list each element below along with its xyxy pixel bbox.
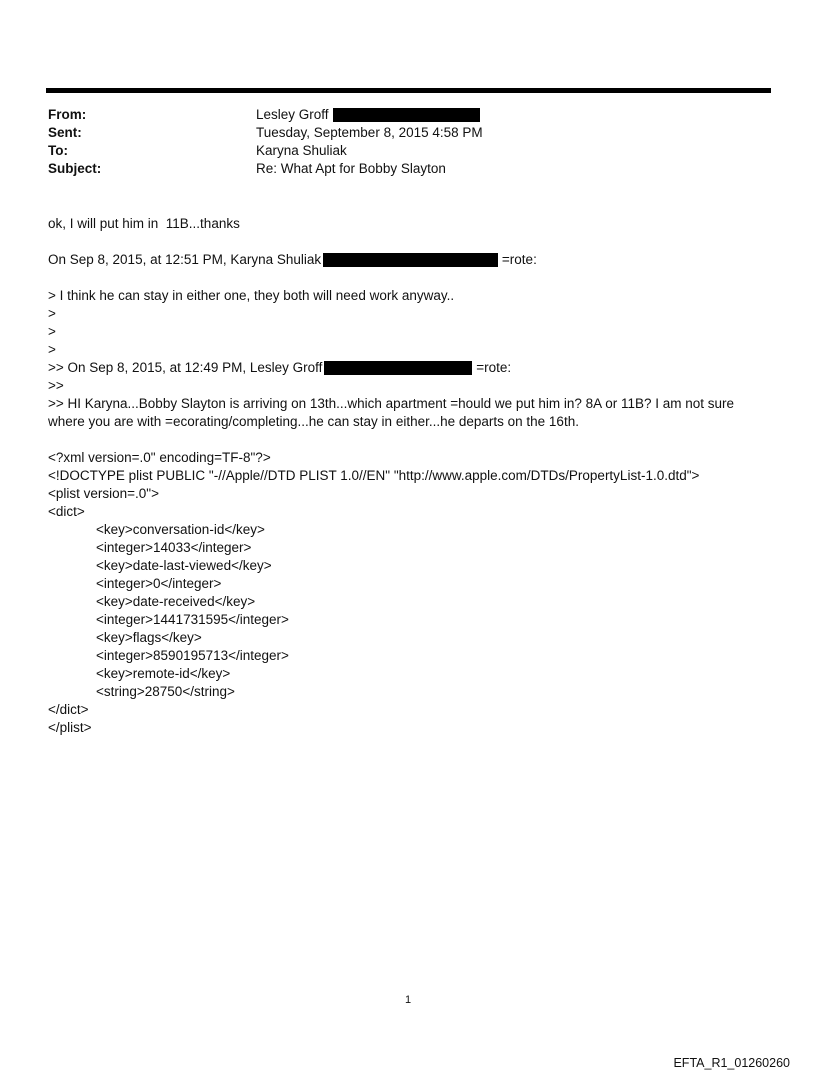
redaction-box (323, 253, 498, 267)
plist-entry: <integer>14033</integer> (96, 540, 252, 555)
subject-value: Re: What Apt for Bobby Slayton (256, 161, 446, 176)
dict-open-tag: <dict> (48, 504, 85, 519)
quote2-line: >> (48, 378, 64, 393)
from-label: From: (48, 107, 87, 122)
quote2-suffix: =rote: (472, 360, 512, 375)
sent-value: Tuesday, September 8, 2015 4:58 PM (256, 125, 483, 140)
email-body (48, 215, 768, 737)
redaction-box (333, 108, 480, 122)
quote1-line: > (48, 306, 56, 321)
plist-entry: <integer>8590195713</integer> (96, 648, 289, 663)
plist-entry: <integer>0</integer> (96, 576, 222, 591)
subject-row (48, 160, 748, 178)
plist-close-tag: </plist> (48, 720, 92, 735)
dict-close-tag: </dict> (48, 702, 89, 717)
plist-entry: <integer>1441731595</integer> (96, 612, 289, 627)
to-label: To: (48, 143, 68, 158)
plist-open-tag: <plist version=.0"> (48, 486, 159, 501)
quote1-line: > I think he can stay in either one, they both will need work anyway.. (48, 288, 455, 303)
document-id: EFTA_R1_01260260 (673, 1056, 790, 1070)
page-number: 1 (404, 994, 412, 1006)
plist-entry: <key>date-received</key> (96, 594, 256, 609)
subject-label: Subject: (48, 161, 102, 176)
from-value: Lesley Groff (256, 107, 329, 122)
to-row (48, 142, 748, 160)
sent-label: Sent: (48, 125, 82, 140)
plist-entry: <key>remote-id</key> (96, 666, 231, 681)
plist-entry: <key>flags</key> (96, 630, 202, 645)
plist-xml-decl: <?xml version=.0" encoding=TF-8"?> (48, 450, 271, 465)
quote1-prefix: On Sep 8, 2015, at 12:51 PM, Karyna Shuliak (48, 252, 322, 267)
email-header (48, 106, 748, 178)
to-value: Karyna Shuliak (256, 143, 347, 158)
plist-entry: <key>date-last-viewed</key> (96, 558, 272, 573)
quote1-header (48, 251, 768, 269)
plist-entry: <key>conversation-id</key> (96, 522, 265, 537)
from-row (48, 106, 748, 124)
sent-row (48, 124, 748, 142)
quote2-header (48, 359, 768, 377)
quote1-line: > (48, 342, 56, 357)
quote1-line: > (48, 324, 56, 339)
from-value-wrap (256, 106, 480, 124)
quote2-prefix: >> On Sep 8, 2015, at 12:49 PM, Lesley Groff (48, 360, 323, 375)
quote1-suffix: =rote: (498, 252, 537, 267)
reply-line: ok, I will put him in 11B...thanks (48, 216, 240, 231)
header-rule (46, 88, 771, 93)
plist-doctype: <!DOCTYPE plist PUBLIC "-//Apple//DTD PLIST 1.0//EN" "http://www.apple.com/DTDs/PropertyList-1.0.dtd"> (48, 468, 700, 483)
quote2-paragraph: >> HI Karyna...Bobby Slayton is arriving on 13th...which apartment =hould we put him in? 8A or 11B? I am not sure where you are with =ecorating/completing...he can stay in either...he departs on the 16th. (48, 396, 735, 429)
plist-entry: <string>28750</string> (96, 684, 235, 699)
redaction-box (324, 361, 472, 375)
